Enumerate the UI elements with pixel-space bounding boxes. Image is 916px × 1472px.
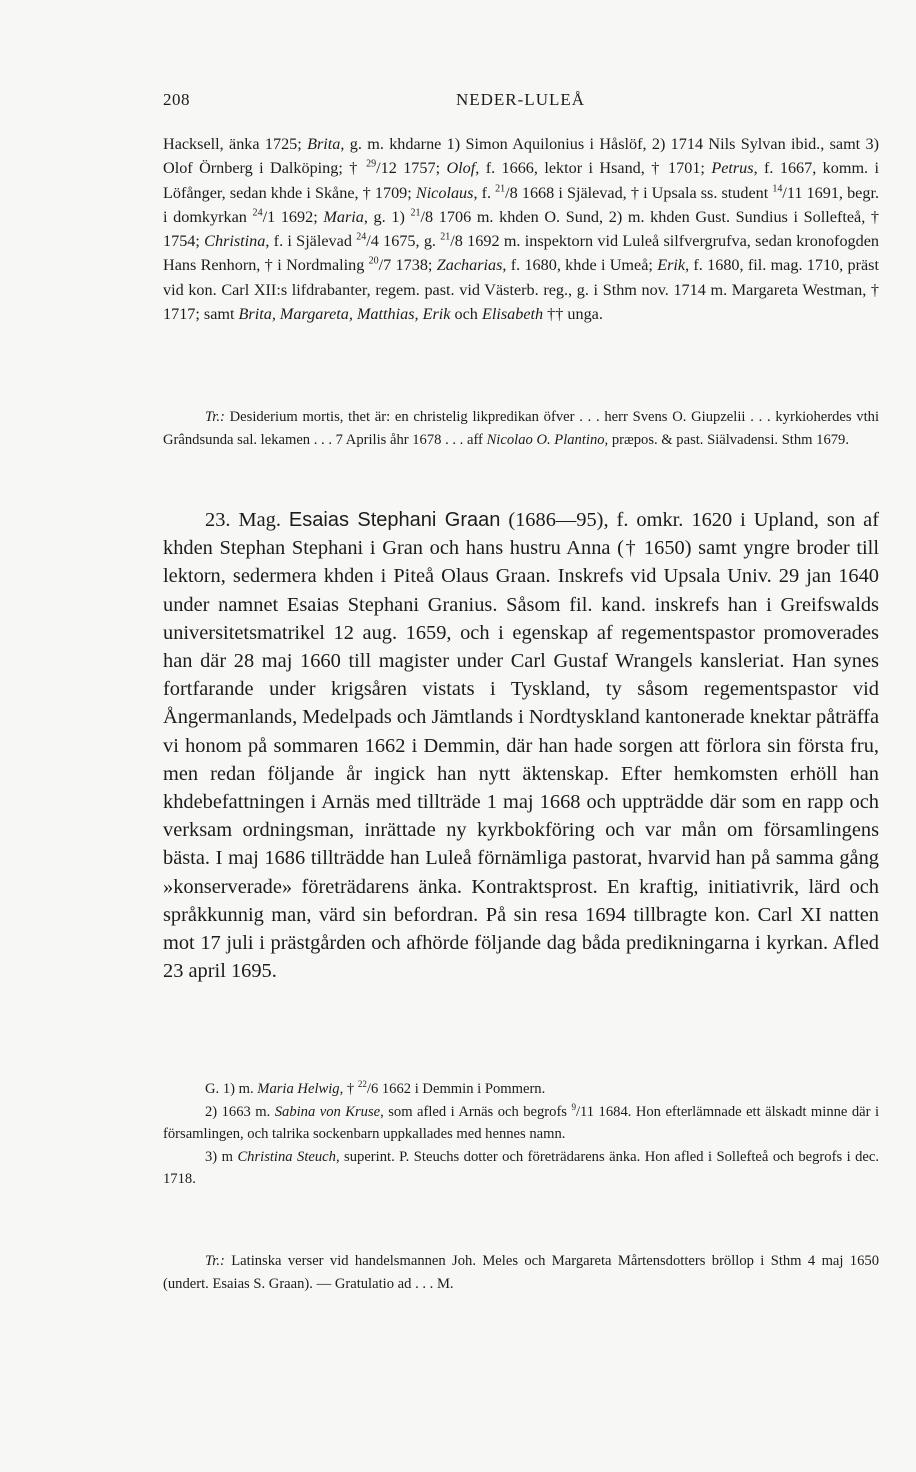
marriages <box>163 1078 879 1191</box>
entry-paragraph <box>163 506 879 985</box>
page-header <box>163 90 878 116</box>
entry-text <box>163 506 879 985</box>
marriage-1: G. 1) m. Maria Helwig, † $^{22}$/6 1662 i Demmin i Pommern. <box>205 1079 546 1097</box>
continuation-paragraph <box>163 132 879 326</box>
page-number: 208 <box>163 90 190 109</box>
running-head: NEDER-LULEÅ <box>455 90 586 109</box>
marriage-2: 2) 1663 m. Sabina von Kruse, som afled i Arnäs och begrofs $^9$/11 1684. Hon efterlämnade ett älskadt minne där i församlingen, och talrika sockenbarn uppkallades med hennes namn. <box>163 1101 879 1142</box>
entry-body: (1686—95), f. omkr. 1620 i Upland, son af khden Stephan Stephani i Gran och hans hustru Anna († 1650) samt yngre broder till lektorn, sedermera khden i Piteå Olaus Graan. Inskrefs vid Upsala Univ. 29 jan 1640 under namnet Esaias Stephani Granius. Såsom fil. kand. inskrefs han i Greifswalds universitetsmatrikel 12 aug. 1659, och i egenskap af regementspastor promoverades han där 28 maj 1660 till magister under Carl Gustaf Wrangels kansleriat. Han synes fortfarande under krigsåren vistats i Tyskland, ty såsom regementspastor vid Ångermanlands, Medelpads och Jämtlands i Nordtyskland kantonerade knektar påträffa vi honom på sommaren 1662 i Demmin, där han hade sorgen att förlora sin första fru, men redan följande år ingick han nytt äktenskap. Efter hemkomsten erhöll han khdebefattningen i Arnäs med tillträde 1 maj 1668 och uppträdde där som en rapp och verksam ordningsman, inrättade ny kyrkbokföring och var mån om församlingens bästa. I maj 1686 tillträdde han Luleå förnämliga pastorat, hvarvid han på samma gång »konserverade» företrädarens änka. Kontraktsprost. En kraftig, initiativrik, lärd och språkkunnig man, värd sin befordran. På sin resa 1694 tillbragte kon. Carl XI natten mot 17 juli i prästgården och afhörde följande dag båda predikningarna i kyrkan. Afled 23 april 1695. <box>163 509 879 983</box>
continuation-text: Hacksell, änka 1725; Brita, g. m. khdarne 1) Simon Aquilonius i Håslöf, 2) 1714 Nils Sylvan ibid., samt 3) Olof Örnberg i Dalköping; † $^{29}$/12 1757; Olof, f. 1666, lektor i Hsand, † 1701; Petrus, f. 1667, komm. i Löfånger, sedan khde i Skåne, † 1709; Nicolaus, f. $^{21}$/8 1668 i Själevad, † i Upsala ss. student $^{14}$/11 1691, begr. i domkyrkan $^{24}$/1 1692; Maria, g. 1) $^{21}$/8 1706 m. khden O. Sund, 2) m. khden Gust. Sundius i Sollefteå, † 1754; Christina, f. i Själevad $^{24}$/4 1675, g. $^{21}$/8 1692 m. inspektorn vid Luleå silfvergrufva, sedan kronofogden Hans Renhorn, † i Nordmaling $^{20}$/7 1738; Zacharias, f. 1680, khde i Umeå; Erik, f. 1680, fil. mag. 1710, präst vid kon. Carl XII:s lifdrabanter, regem. past. vid Västerb. reg., g. i Sthm nov. 1714 m. Margareta Westman, † 1717; samt Brita, Margareta, Matthias, Erik och Elisabeth †† unga. <box>163 135 880 324</box>
entry-number: 23. <box>205 509 231 531</box>
entry-title: Mag. <box>238 509 281 531</box>
entry-name: Esaias Stephani Graan <box>288 509 501 531</box>
tr-label: Tr.: <box>205 409 225 425</box>
tr-note-1: Tr.: Desiderium mortis, thet är: en christelig likpredikan öfver . . . herr Svens O. Giupzelii . . . kyrkioherdes vthi Grândsunda sal. lekamen . . . 7 Aprilis åhr 1678 . . . aff Nicolao O. Plantino, præpos. & past. Siälvadensi. Sthm 1679. <box>163 409 879 448</box>
tr-note-2: Tr.: Latinska verser vid handelsmannen Joh. Meles och Margareta Mårtensdotters bröllop i Sthm 4 maj 1650 (undert. Esaias S. Graan). — Gratulatio ad . . . M. <box>163 1253 879 1292</box>
marriage-3: 3) m Christina Steuch, superint. P. Steuchs dotter och företrädarens änka. Hon afled i Sollefteå och begrofs i dec. 1718. <box>163 1148 879 1187</box>
tr-label: Tr.: <box>205 1253 225 1269</box>
